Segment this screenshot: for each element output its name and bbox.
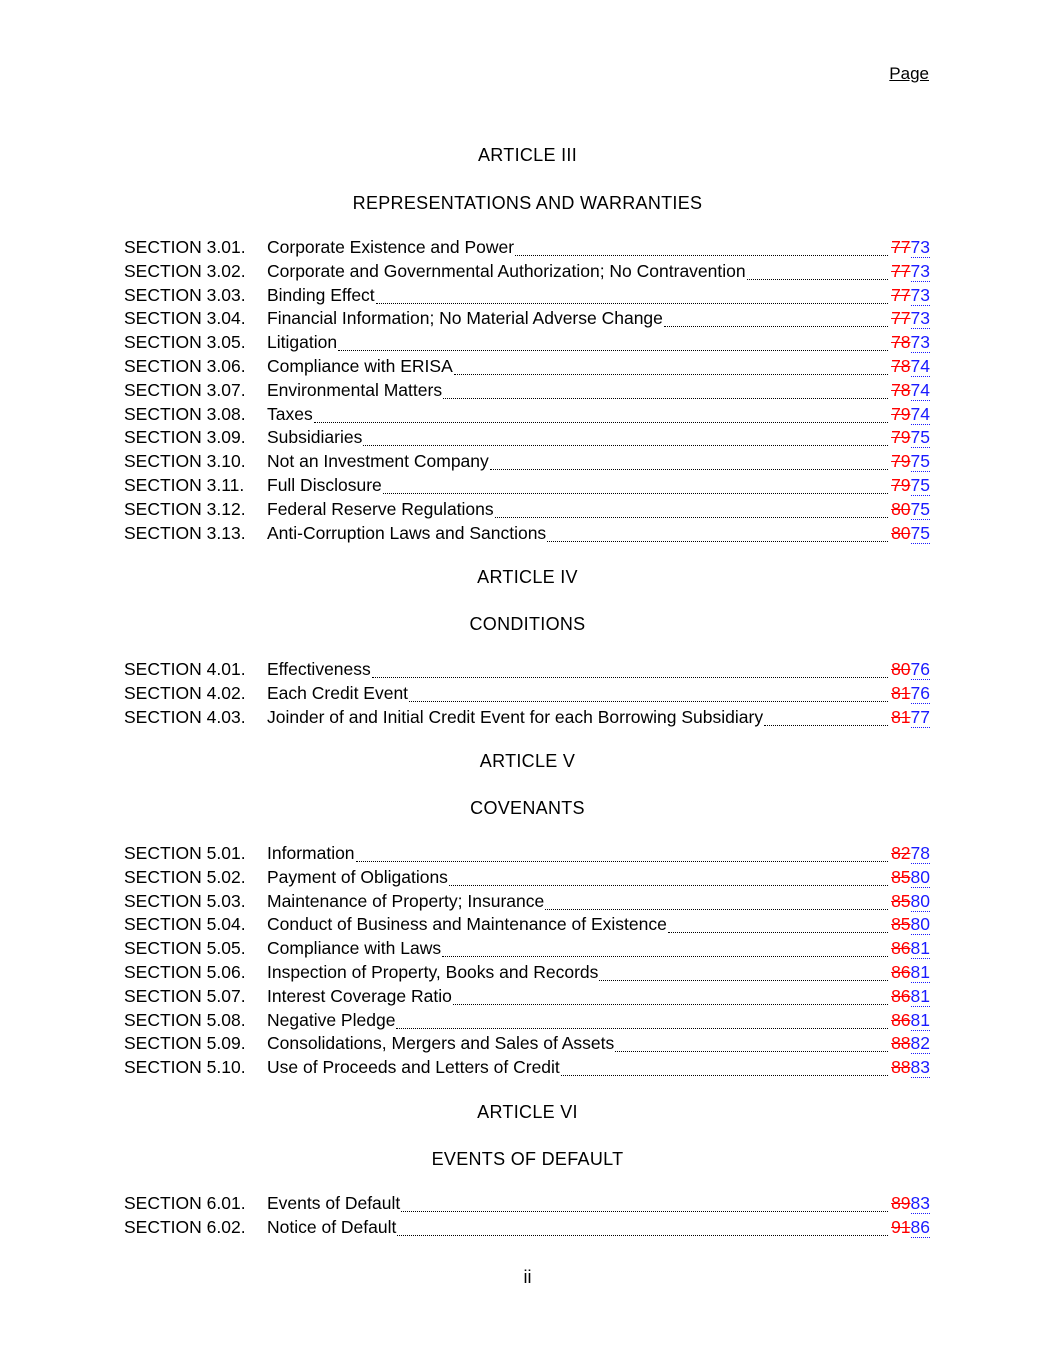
section-title: Each Credit Event [267, 682, 409, 703]
section-number: SECTION 5.06. [124, 962, 246, 982]
dot-leader [356, 860, 888, 862]
deleted-page-number: 86 [891, 1009, 911, 1030]
deleted-page-number: 78 [891, 332, 911, 353]
toc-entry[interactable] [124, 986, 930, 1010]
toc-entry[interactable] [124, 659, 930, 683]
deleted-page-number: 82 [891, 843, 911, 863]
section-number: SECTION 3.05. [124, 332, 246, 353]
section-number: SECTION 3.11. [124, 475, 245, 495]
page-reference [890, 451, 930, 472]
toc-entry[interactable] [124, 938, 930, 962]
toc-entry[interactable] [124, 261, 930, 285]
article-subtitle: EVENTS OF DEFAULT [431, 1149, 624, 1169]
page-reference [890, 380, 930, 401]
section-title: Inspection of Property, Books and Records [267, 962, 599, 982]
page-reference [890, 1010, 930, 1031]
toc-entry[interactable] [124, 475, 930, 499]
page-reference [890, 659, 930, 680]
deleted-page-number: 79 [891, 403, 911, 424]
deleted-page-number: 85 [891, 890, 911, 911]
dot-leader [409, 700, 888, 702]
section-number: SECTION 4.02. [124, 682, 246, 703]
section-title: Full Disclosure [267, 475, 382, 495]
section-number: SECTION 5.01. [124, 843, 246, 863]
inserted-page-number[interactable]: 80 [910, 866, 930, 887]
inserted-page-number[interactable]: 81 [910, 985, 930, 1006]
dot-leader [338, 349, 888, 351]
deleted-page-number: 77 [891, 260, 911, 281]
inserted-page-number[interactable]: 86 [910, 1216, 930, 1237]
dot-leader [314, 421, 888, 423]
deleted-page-number: 88 [891, 1057, 911, 1078]
section-title: Use of Proceeds and Letters of Credit [267, 1057, 560, 1078]
inserted-page-number[interactable]: 74 [910, 379, 930, 400]
page-reference [890, 308, 930, 329]
section-number: SECTION 4.03. [124, 706, 246, 727]
page-reference [890, 523, 930, 544]
inserted-page-number[interactable]: 74 [910, 356, 930, 376]
dot-leader [401, 1210, 888, 1212]
dot-leader [443, 397, 888, 399]
dot-leader [376, 302, 888, 304]
section-number: SECTION 5.08. [124, 1009, 246, 1030]
page-reference [890, 867, 930, 888]
section-number: SECTION 5.04. [124, 914, 246, 935]
toc-entry[interactable] [124, 1010, 930, 1034]
deleted-page-number: 78 [891, 379, 911, 400]
deleted-page-number: 77 [891, 308, 911, 329]
article-heading: ARTICLE IV [477, 567, 578, 587]
deleted-page-number: 80 [891, 659, 911, 679]
section-number: SECTION 5.07. [124, 985, 246, 1006]
page-reference [890, 1193, 930, 1214]
toc-entry[interactable] [124, 891, 930, 915]
dot-leader [747, 278, 888, 280]
toc-entry[interactable] [124, 1057, 930, 1081]
deleted-page-number: 79 [891, 475, 911, 495]
deleted-page-number: 77 [891, 237, 911, 257]
dot-leader [615, 1050, 888, 1052]
page-reference [890, 986, 930, 1007]
dot-leader [668, 931, 888, 933]
article-subtitle: REPRESENTATIONS AND WARRANTIES [352, 193, 703, 213]
toc-entry[interactable] [124, 237, 930, 261]
toc-entry[interactable] [124, 1193, 930, 1217]
article-subtitle: CONDITIONS [469, 614, 586, 634]
section-number: SECTION 3.13. [124, 522, 246, 543]
toc-entry[interactable] [124, 1217, 930, 1241]
toc-entry[interactable] [124, 404, 930, 428]
toc-entry[interactable] [124, 914, 930, 938]
section-title: Financial Information; No Material Adverse Change [267, 308, 663, 329]
section-title: Information [267, 843, 355, 863]
toc-entry[interactable] [124, 499, 930, 523]
section-title: Corporate Existence and Power [267, 237, 515, 257]
page-reference [890, 285, 930, 306]
dot-leader [545, 908, 888, 910]
section-number: SECTION 5.03. [124, 890, 246, 911]
deleted-page-number: 77 [891, 284, 911, 305]
dot-leader [561, 1074, 888, 1076]
toc-entry[interactable] [124, 523, 930, 547]
article-heading: ARTICLE III [478, 145, 577, 165]
deleted-page-number: 89 [891, 1193, 911, 1213]
dot-leader [454, 373, 888, 375]
page-reference [890, 707, 930, 728]
toc-entry[interactable] [124, 683, 930, 707]
section-title: Conduct of Business and Maintenance of Existence [267, 914, 667, 935]
inserted-page-number[interactable]: 78 [910, 843, 930, 863]
page-reference [890, 1057, 930, 1078]
section-number: SECTION 3.06. [124, 356, 246, 376]
toc-entry[interactable] [124, 380, 930, 404]
page-reference [890, 962, 930, 983]
inserted-page-number[interactable]: 73 [910, 237, 930, 257]
page-header-label: Page [889, 64, 929, 83]
dot-leader [442, 955, 888, 957]
page-reference [890, 1217, 930, 1238]
deleted-page-number: 86 [891, 938, 911, 959]
section-title: Notice of Default [267, 1216, 397, 1237]
inserted-page-number[interactable]: 81 [910, 1009, 930, 1030]
inserted-page-number[interactable]: 75 [910, 451, 930, 472]
section-number: SECTION 3.10. [124, 451, 246, 472]
section-title: Federal Reserve Regulations [267, 498, 494, 519]
section-number: SECTION 3.08. [124, 403, 246, 424]
dot-leader [449, 884, 888, 886]
section-number: SECTION 3.07. [124, 379, 246, 400]
inserted-page-number[interactable]: 74 [910, 403, 930, 424]
section-title: Binding Effect [267, 284, 375, 305]
dot-leader [490, 468, 888, 470]
inserted-page-number[interactable]: 75 [910, 475, 930, 495]
section-title: Not an Investment Company [267, 451, 489, 472]
dot-leader [547, 540, 888, 542]
dot-leader [664, 325, 888, 327]
dot-leader [372, 676, 888, 678]
deleted-page-number: 91 [891, 1216, 911, 1237]
page-reference [890, 914, 930, 935]
page-reference [890, 938, 930, 959]
section-title: Compliance with Laws [267, 938, 442, 959]
section-number: SECTION 3.12. [124, 498, 246, 519]
section-title: Litigation [267, 332, 338, 353]
deleted-page-number: 81 [891, 706, 911, 727]
section-title: Joinder of and Initial Credit Event for each Borrowing Subsidiary [267, 706, 764, 727]
inserted-page-number[interactable]: 77 [910, 706, 930, 727]
toc-entry[interactable] [124, 308, 930, 332]
section-title: Events of Default [267, 1193, 401, 1213]
section-number: SECTION 4.01. [124, 659, 246, 679]
dot-leader [599, 979, 888, 981]
section-title: Consolidations, Mergers and Sales of Assets [267, 1033, 615, 1054]
page-reference [890, 404, 930, 425]
inserted-page-number[interactable]: 80 [910, 914, 930, 935]
page-reference [890, 475, 930, 496]
inserted-page-number[interactable]: 73 [910, 308, 930, 329]
toc-entry[interactable] [124, 285, 930, 309]
inserted-page-number[interactable]: 73 [910, 284, 930, 305]
inserted-page-number[interactable]: 80 [910, 890, 930, 911]
dot-leader [383, 492, 888, 494]
section-number: SECTION 6.02. [124, 1216, 246, 1237]
section-title: Subsidiaries [267, 427, 363, 448]
section-title: Maintenance of Property; Insurance [267, 890, 545, 911]
article-heading: ARTICLE VI [477, 1102, 578, 1122]
inserted-page-number[interactable]: 83 [910, 1193, 930, 1213]
deleted-page-number: 85 [891, 914, 911, 935]
inserted-page-number[interactable]: 81 [910, 938, 930, 959]
inserted-page-number[interactable]: 82 [910, 1033, 930, 1054]
section-title: Payment of Obligations [267, 866, 448, 887]
section-title: Environmental Matters [267, 379, 443, 400]
page-reference [890, 356, 930, 377]
article-heading: ARTICLE V [479, 751, 576, 771]
inserted-page-number[interactable]: 81 [910, 962, 930, 982]
deleted-page-number: 78 [891, 356, 911, 376]
toc-entry[interactable] [124, 451, 930, 475]
dot-leader [764, 724, 888, 726]
page-reference [890, 1033, 930, 1054]
dot-leader [495, 516, 888, 518]
section-title: Anti-Corruption Laws and Sanctions [267, 522, 547, 543]
section-number: SECTION 3.03. [124, 284, 246, 305]
inserted-page-number[interactable]: 83 [910, 1057, 930, 1078]
section-title: Effectiveness [267, 659, 371, 679]
inserted-page-number[interactable]: 75 [910, 522, 930, 543]
page-reference [890, 332, 930, 353]
deleted-page-number: 80 [891, 498, 911, 519]
section-number: SECTION 5.02. [124, 866, 246, 887]
dot-leader [363, 444, 888, 446]
inserted-page-number[interactable]: 76 [910, 659, 930, 679]
dot-leader [453, 1003, 888, 1005]
section-title: Taxes [267, 403, 313, 424]
section-number: SECTION 5.05. [124, 938, 246, 959]
dot-leader [396, 1027, 888, 1029]
section-number: SECTION 5.10. [124, 1057, 246, 1078]
section-number: SECTION 3.01. [124, 237, 246, 257]
section-number: SECTION 5.09. [124, 1033, 246, 1054]
deleted-page-number: 81 [891, 682, 911, 703]
toc-entry[interactable] [124, 356, 930, 380]
article-subtitle: COVENANTS [470, 798, 585, 818]
section-title: Compliance with ERISA [267, 356, 453, 376]
page-number: ii [523, 1267, 532, 1287]
deleted-page-number: 80 [891, 522, 911, 543]
toc-entry[interactable] [124, 867, 930, 891]
page-reference [890, 261, 930, 282]
toc-entry[interactable] [124, 707, 930, 731]
dot-leader [397, 1234, 888, 1236]
section-title: Negative Pledge [267, 1009, 396, 1030]
inserted-page-number[interactable]: 75 [910, 498, 930, 519]
toc-entry[interactable] [124, 332, 930, 356]
page-reference [890, 891, 930, 912]
deleted-page-number: 79 [891, 427, 911, 448]
section-number: SECTION 6.01. [124, 1193, 246, 1213]
section-number: SECTION 3.04. [124, 308, 246, 329]
toc-entry[interactable] [124, 843, 930, 867]
page-reference [890, 843, 930, 864]
deleted-page-number: 79 [891, 451, 911, 472]
deleted-page-number: 86 [891, 985, 911, 1006]
inserted-page-number[interactable]: 76 [910, 682, 930, 703]
section-number: SECTION 3.09. [124, 427, 246, 448]
toc-entry[interactable] [124, 427, 930, 451]
inserted-page-number[interactable]: 73 [910, 332, 930, 353]
section-title: Corporate and Governmental Authorization; No Contravention [267, 260, 746, 281]
section-title: Interest Coverage Ratio [267, 985, 452, 1006]
page-reference [890, 427, 930, 448]
page-reference [890, 499, 930, 520]
toc-entry[interactable] [124, 962, 930, 986]
section-number: SECTION 3.02. [124, 260, 246, 281]
inserted-page-number[interactable]: 73 [910, 260, 930, 281]
inserted-page-number[interactable]: 75 [910, 427, 930, 448]
deleted-page-number: 88 [891, 1033, 911, 1054]
page-reference [890, 683, 930, 704]
toc-entry[interactable] [124, 1033, 930, 1057]
deleted-page-number: 86 [891, 962, 911, 982]
deleted-page-number: 85 [891, 866, 911, 887]
dot-leader [515, 254, 888, 256]
page-reference [890, 237, 930, 258]
